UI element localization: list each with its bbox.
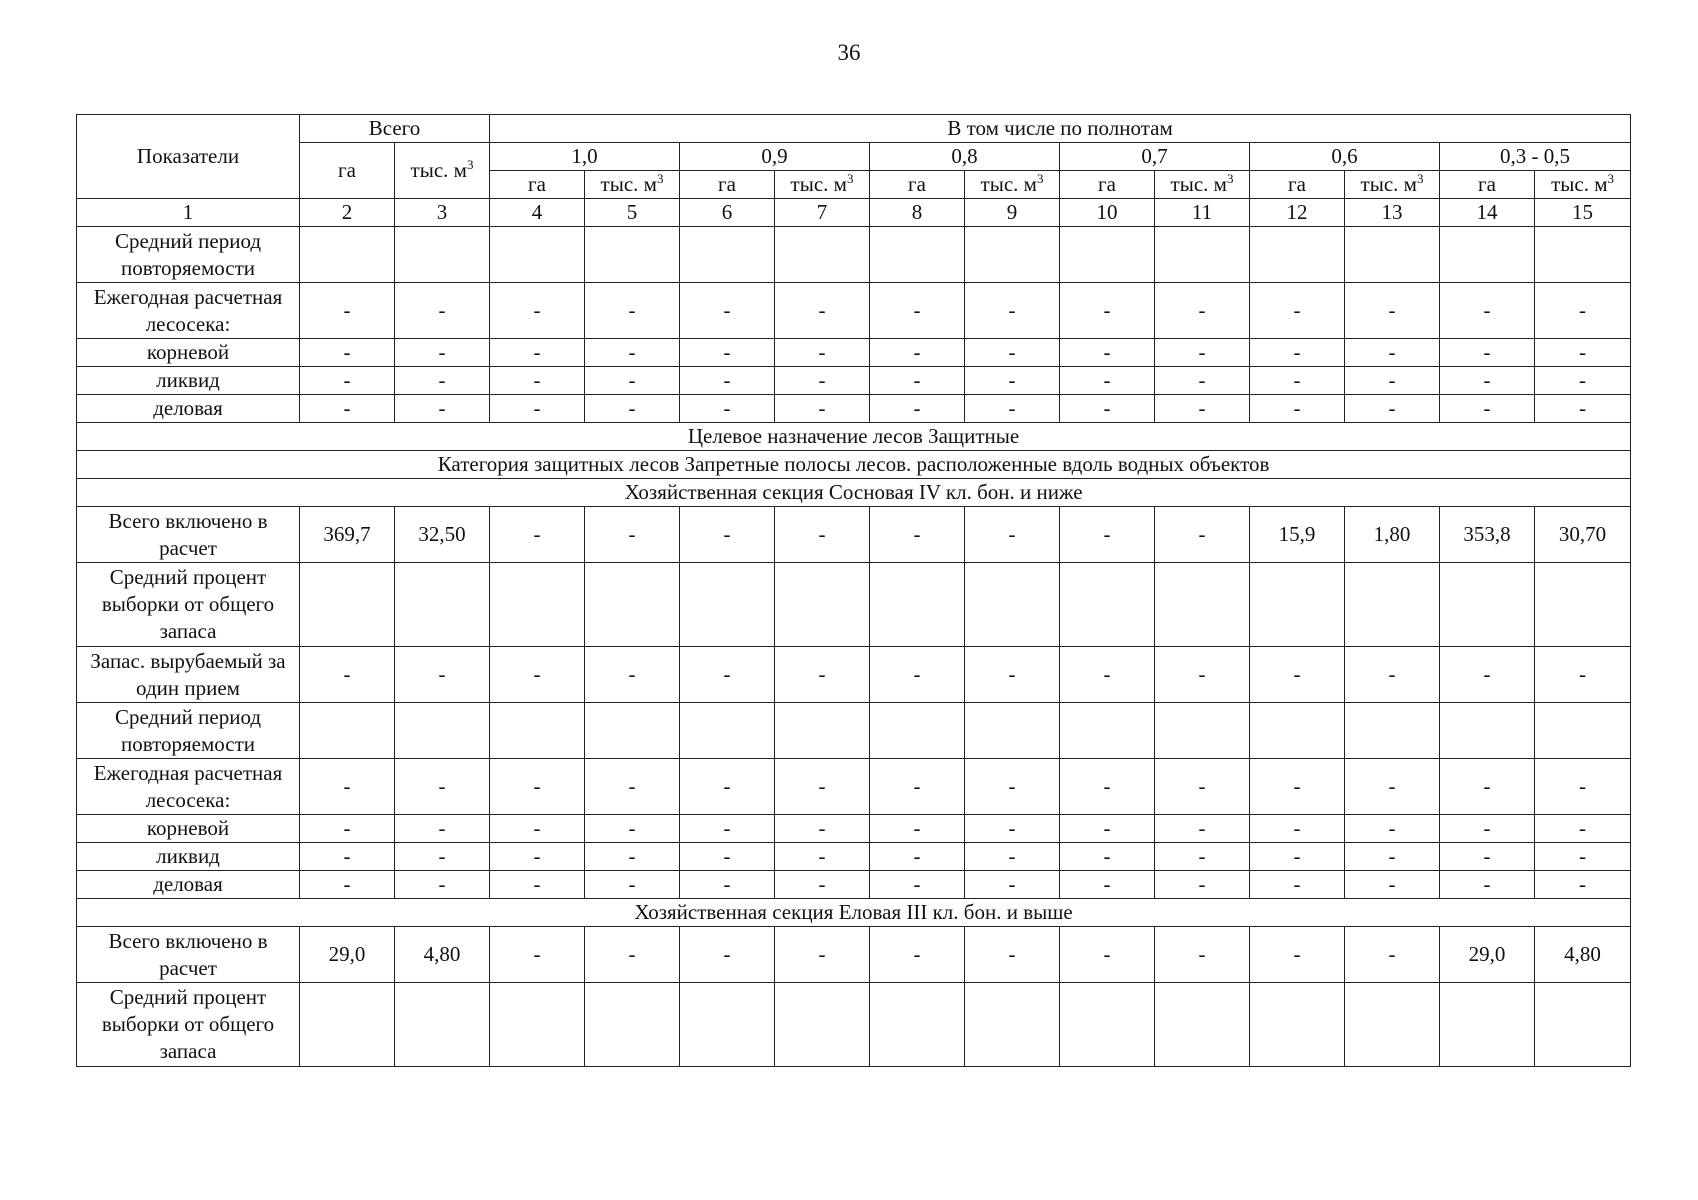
table-cell: - bbox=[1060, 507, 1155, 563]
table-cell: - bbox=[1155, 759, 1250, 815]
column-number: 9 bbox=[965, 199, 1060, 227]
density-header: 0,3 - 0,5 bbox=[1440, 143, 1631, 171]
table-row bbox=[77, 283, 1631, 339]
table-cell: - bbox=[1155, 871, 1250, 899]
section-title: Хозяйственная секция Еловая III кл. бон. и выше bbox=[77, 899, 1631, 927]
table-cell bbox=[965, 227, 1060, 283]
table-cell bbox=[1250, 227, 1345, 283]
table-cell bbox=[870, 563, 965, 647]
table-cell bbox=[585, 703, 680, 759]
table-row bbox=[77, 367, 1631, 395]
unit-volume-header: тыс. $м^3$ bbox=[775, 171, 870, 199]
table-cell: - bbox=[300, 815, 395, 843]
table-cell bbox=[1345, 983, 1440, 1067]
total-volume-header: тыс. $м^3$ bbox=[395, 143, 490, 199]
table-cell: - bbox=[1250, 395, 1345, 423]
table-cell: - bbox=[1440, 871, 1535, 899]
table-cell: - bbox=[1060, 283, 1155, 339]
table-cell: - bbox=[775, 759, 870, 815]
table-cell bbox=[1440, 563, 1535, 647]
table-row bbox=[77, 843, 1631, 871]
table-cell: - bbox=[870, 395, 965, 423]
table-cell: 1,80 bbox=[1345, 507, 1440, 563]
table-cell: - bbox=[1250, 367, 1345, 395]
table-cell: 4,80 bbox=[1535, 927, 1631, 983]
table-cell: - bbox=[395, 759, 490, 815]
table-cell: - bbox=[1440, 647, 1535, 703]
table-cell: - bbox=[1345, 395, 1440, 423]
table-cell: - bbox=[1250, 815, 1345, 843]
table-cell: - bbox=[775, 395, 870, 423]
table-cell bbox=[300, 227, 395, 283]
row-label: ликвид bbox=[77, 367, 300, 395]
row-label: Средний период повторяемости bbox=[77, 703, 300, 759]
table-cell: - bbox=[490, 927, 585, 983]
table-cell: - bbox=[965, 871, 1060, 899]
density-header: 0,7 bbox=[1060, 143, 1250, 171]
table-cell: - bbox=[965, 283, 1060, 339]
row-label: Средний период повторяемости bbox=[77, 227, 300, 283]
table-cell bbox=[490, 703, 585, 759]
table-cell: - bbox=[680, 395, 775, 423]
table-cell: - bbox=[870, 507, 965, 563]
table-cell: - bbox=[1345, 843, 1440, 871]
column-number: 4 bbox=[490, 199, 585, 227]
table-cell bbox=[965, 703, 1060, 759]
table-cell: - bbox=[490, 339, 585, 367]
total-ha-header: га bbox=[300, 143, 395, 199]
table-cell: - bbox=[775, 815, 870, 843]
unit-volume-header: тыс. $м^3$ bbox=[1535, 171, 1631, 199]
table-cell: - bbox=[490, 367, 585, 395]
table-cell bbox=[300, 983, 395, 1067]
column-number: 14 bbox=[1440, 199, 1535, 227]
table-cell: - bbox=[965, 815, 1060, 843]
table-cell: - bbox=[870, 339, 965, 367]
table-cell: - bbox=[490, 759, 585, 815]
table-cell bbox=[1535, 227, 1631, 283]
table-cell: - bbox=[680, 843, 775, 871]
table-cell bbox=[1345, 227, 1440, 283]
table-cell bbox=[1250, 983, 1345, 1067]
table-cell: - bbox=[1155, 843, 1250, 871]
table-cell: - bbox=[1535, 759, 1631, 815]
table-cell bbox=[1155, 563, 1250, 647]
table-cell bbox=[775, 227, 870, 283]
table-cell: - bbox=[870, 927, 965, 983]
table-cell: - bbox=[1060, 815, 1155, 843]
table-cell: - bbox=[1060, 927, 1155, 983]
table-cell bbox=[1250, 703, 1345, 759]
table-cell: - bbox=[965, 647, 1060, 703]
table-cell: - bbox=[1250, 647, 1345, 703]
unit-volume-header: тыс. $м^3$ bbox=[965, 171, 1060, 199]
table-cell: - bbox=[680, 367, 775, 395]
table-cell bbox=[1060, 227, 1155, 283]
table-cell: - bbox=[490, 283, 585, 339]
table-cell: - bbox=[1345, 759, 1440, 815]
column-number: 2 bbox=[300, 199, 395, 227]
table-cell bbox=[1155, 227, 1250, 283]
table-cell: - bbox=[1155, 395, 1250, 423]
table-cell: - bbox=[395, 647, 490, 703]
table-cell bbox=[1155, 983, 1250, 1067]
table-cell: 29,0 bbox=[1440, 927, 1535, 983]
table-cell: - bbox=[585, 927, 680, 983]
table-cell: - bbox=[585, 283, 680, 339]
table-cell bbox=[490, 227, 585, 283]
column-number: 15 bbox=[1535, 199, 1631, 227]
table-cell: - bbox=[1535, 367, 1631, 395]
table-cell: - bbox=[1345, 815, 1440, 843]
table-cell: 30,70 bbox=[1535, 507, 1631, 563]
table-cell: - bbox=[1440, 815, 1535, 843]
unit-ha-header: га bbox=[870, 171, 965, 199]
table-cell bbox=[870, 703, 965, 759]
table-cell bbox=[1345, 703, 1440, 759]
table-cell: - bbox=[1060, 395, 1155, 423]
density-header: 0,9 bbox=[680, 143, 870, 171]
table-cell bbox=[1060, 563, 1155, 647]
unit-volume-header: тыс. $м^3$ bbox=[1155, 171, 1250, 199]
table-cell bbox=[775, 703, 870, 759]
table-cell: - bbox=[585, 843, 680, 871]
section-row bbox=[77, 423, 1631, 451]
table-cell: - bbox=[775, 367, 870, 395]
table-cell: - bbox=[395, 339, 490, 367]
table-cell: 353,8 bbox=[1440, 507, 1535, 563]
unit-volume-header: тыс. $м^3$ bbox=[585, 171, 680, 199]
row-label: Средний процент выборки от общего запаса bbox=[77, 563, 300, 647]
table-cell: - bbox=[1155, 927, 1250, 983]
unit-ha-header: га bbox=[1250, 171, 1345, 199]
table-cell: - bbox=[1155, 815, 1250, 843]
table-cell: - bbox=[1250, 843, 1345, 871]
table-cell bbox=[775, 563, 870, 647]
table-cell: - bbox=[300, 843, 395, 871]
table-cell: - bbox=[1155, 507, 1250, 563]
column-number: 8 bbox=[870, 199, 965, 227]
section-row bbox=[77, 451, 1631, 479]
table-cell: - bbox=[775, 843, 870, 871]
table-cell: 369,7 bbox=[300, 507, 395, 563]
column-number: 3 bbox=[395, 199, 490, 227]
table-cell bbox=[1060, 703, 1155, 759]
section-row bbox=[77, 899, 1631, 927]
table-row bbox=[77, 507, 1631, 563]
section-title: Категория защитных лесов Запретные полосы лесов. расположенные вдоль водных объектов bbox=[77, 451, 1631, 479]
table-cell: - bbox=[395, 843, 490, 871]
row-label: деловая bbox=[77, 395, 300, 423]
row-label: Средний процент выборки от общего запаса bbox=[77, 983, 300, 1067]
table-cell: - bbox=[680, 507, 775, 563]
table-cell: - bbox=[585, 507, 680, 563]
table-row bbox=[77, 871, 1631, 899]
table-cell: - bbox=[1155, 367, 1250, 395]
table-cell: - bbox=[965, 927, 1060, 983]
table-cell bbox=[870, 227, 965, 283]
table-cell: - bbox=[300, 759, 395, 815]
table-cell: - bbox=[775, 507, 870, 563]
table-row bbox=[77, 339, 1631, 367]
total-header: Всего bbox=[300, 115, 490, 143]
table-cell: - bbox=[1060, 367, 1155, 395]
table-cell: - bbox=[775, 339, 870, 367]
row-label: Всего включено в расчет bbox=[77, 507, 300, 563]
table-cell bbox=[1060, 983, 1155, 1067]
table-cell: - bbox=[775, 927, 870, 983]
table-cell: - bbox=[1535, 395, 1631, 423]
table-cell bbox=[1345, 563, 1440, 647]
table-cell: - bbox=[490, 507, 585, 563]
table-cell: - bbox=[1250, 283, 1345, 339]
indicator-header: Показатели bbox=[77, 115, 300, 199]
table-cell: - bbox=[1250, 339, 1345, 367]
table-cell: - bbox=[870, 283, 965, 339]
table-cell: - bbox=[1155, 339, 1250, 367]
table-cell: - bbox=[1535, 843, 1631, 871]
table-cell: - bbox=[300, 367, 395, 395]
unit-ha-header: га bbox=[1060, 171, 1155, 199]
column-number: 13 bbox=[1345, 199, 1440, 227]
table-cell bbox=[775, 983, 870, 1067]
table-cell: 4,80 bbox=[395, 927, 490, 983]
unit-ha-header: га bbox=[680, 171, 775, 199]
table-cell: - bbox=[300, 283, 395, 339]
table-cell: - bbox=[585, 395, 680, 423]
table-cell: - bbox=[1535, 871, 1631, 899]
table-cell: - bbox=[395, 283, 490, 339]
table-cell: - bbox=[585, 367, 680, 395]
table-cell: - bbox=[1345, 283, 1440, 339]
table-cell: - bbox=[965, 507, 1060, 563]
table-cell bbox=[1440, 227, 1535, 283]
table-cell: - bbox=[490, 647, 585, 703]
table-cell: - bbox=[680, 871, 775, 899]
page-number: 36 bbox=[837, 40, 861, 65]
table-cell: - bbox=[965, 843, 1060, 871]
table-row bbox=[77, 563, 1631, 647]
table-cell: - bbox=[300, 871, 395, 899]
table-cell bbox=[395, 983, 490, 1067]
section-title: Хозяйственная секция Сосновая IV кл. бон. и ниже bbox=[77, 479, 1631, 507]
table-row bbox=[77, 815, 1631, 843]
table-cell: - bbox=[775, 283, 870, 339]
table-row bbox=[77, 703, 1631, 759]
table-cell: - bbox=[585, 815, 680, 843]
table-cell: - bbox=[1155, 647, 1250, 703]
density-header: 0,8 bbox=[870, 143, 1060, 171]
row-label: Ежегодная расчетная лесосека: bbox=[77, 283, 300, 339]
table-cell bbox=[1535, 983, 1631, 1067]
table-cell: - bbox=[585, 647, 680, 703]
table-cell: - bbox=[965, 395, 1060, 423]
table-cell: - bbox=[870, 843, 965, 871]
table-cell bbox=[1535, 703, 1631, 759]
table-cell: - bbox=[1345, 367, 1440, 395]
table-cell: - bbox=[490, 843, 585, 871]
row-label: ликвид bbox=[77, 843, 300, 871]
row-label: Ежегодная расчетная лесосека: bbox=[77, 759, 300, 815]
table-cell: - bbox=[395, 395, 490, 423]
table-cell bbox=[680, 703, 775, 759]
table-cell: - bbox=[1060, 759, 1155, 815]
table-cell: - bbox=[965, 759, 1060, 815]
density-header: 0,6 bbox=[1250, 143, 1440, 171]
table-cell: - bbox=[1345, 927, 1440, 983]
table-cell bbox=[490, 983, 585, 1067]
row-label: Запас. вырубаемый за один прием bbox=[77, 647, 300, 703]
table-cell: - bbox=[490, 815, 585, 843]
column-number: 6 bbox=[680, 199, 775, 227]
table-cell bbox=[1250, 563, 1345, 647]
table-cell: - bbox=[1535, 815, 1631, 843]
table-cell: - bbox=[1250, 759, 1345, 815]
table-cell bbox=[300, 703, 395, 759]
table-cell: - bbox=[775, 871, 870, 899]
table-cell: - bbox=[870, 759, 965, 815]
table-cell bbox=[1440, 983, 1535, 1067]
row-label: корневой bbox=[77, 339, 300, 367]
table-cell: 15,9 bbox=[1250, 507, 1345, 563]
table-cell bbox=[1440, 703, 1535, 759]
table-cell bbox=[1535, 563, 1631, 647]
table-cell bbox=[680, 983, 775, 1067]
table-cell: - bbox=[1535, 647, 1631, 703]
table-row bbox=[77, 227, 1631, 283]
header-row-1 bbox=[77, 115, 1631, 143]
table-cell bbox=[965, 563, 1060, 647]
table-row bbox=[77, 927, 1631, 983]
table-cell: 29,0 bbox=[300, 927, 395, 983]
table-cell: - bbox=[680, 815, 775, 843]
table-cell: - bbox=[1250, 871, 1345, 899]
unit-ha-header: га bbox=[490, 171, 585, 199]
table-cell: - bbox=[1535, 283, 1631, 339]
table-cell bbox=[395, 563, 490, 647]
table-row bbox=[77, 759, 1631, 815]
forest-indicators-table bbox=[76, 114, 1631, 1067]
row-label: Всего включено в расчет bbox=[77, 927, 300, 983]
table-cell bbox=[300, 563, 395, 647]
table-cell: - bbox=[395, 871, 490, 899]
table-cell: 32,50 bbox=[395, 507, 490, 563]
table-cell: - bbox=[680, 283, 775, 339]
table-cell: - bbox=[395, 815, 490, 843]
table-cell: - bbox=[1345, 647, 1440, 703]
breakdown-header: В том числе по полнотам bbox=[490, 115, 1631, 143]
column-number: 12 bbox=[1250, 199, 1345, 227]
table-cell: - bbox=[395, 367, 490, 395]
table-cell: - bbox=[585, 759, 680, 815]
row-label: корневой bbox=[77, 815, 300, 843]
table-cell: - bbox=[1535, 339, 1631, 367]
table-cell: - bbox=[870, 647, 965, 703]
table-cell: - bbox=[1060, 339, 1155, 367]
table-cell bbox=[395, 703, 490, 759]
table-cell: - bbox=[870, 815, 965, 843]
table-cell: - bbox=[490, 871, 585, 899]
table-cell: - bbox=[585, 871, 680, 899]
unit-ha-header: га bbox=[1440, 171, 1535, 199]
table-cell: - bbox=[300, 647, 395, 703]
header-row-2 bbox=[77, 143, 1631, 171]
table-cell: - bbox=[585, 339, 680, 367]
table-cell: - bbox=[1440, 843, 1535, 871]
unit-volume-header: тыс. $м^3$ bbox=[1345, 171, 1440, 199]
table-cell bbox=[585, 227, 680, 283]
section-title: Целевое назначение лесов Защитные bbox=[77, 423, 1631, 451]
table-row bbox=[77, 647, 1631, 703]
row-label: деловая bbox=[77, 871, 300, 899]
column-number: 1 bbox=[77, 199, 300, 227]
column-number: 11 bbox=[1155, 199, 1250, 227]
table-cell: - bbox=[1345, 339, 1440, 367]
table-cell: - bbox=[680, 339, 775, 367]
table-cell: - bbox=[680, 647, 775, 703]
table-cell: - bbox=[965, 339, 1060, 367]
table-cell bbox=[870, 983, 965, 1067]
table-cell bbox=[680, 227, 775, 283]
table-cell: - bbox=[870, 871, 965, 899]
table-cell: - bbox=[1440, 395, 1535, 423]
table-cell bbox=[585, 983, 680, 1067]
table-cell: - bbox=[680, 927, 775, 983]
table-cell: - bbox=[1440, 759, 1535, 815]
table-cell bbox=[585, 563, 680, 647]
table-row bbox=[77, 395, 1631, 423]
table-cell: - bbox=[775, 647, 870, 703]
table-cell bbox=[680, 563, 775, 647]
column-number: 7 bbox=[775, 199, 870, 227]
table-cell: - bbox=[870, 367, 965, 395]
table-cell: - bbox=[300, 339, 395, 367]
table-cell: - bbox=[1345, 871, 1440, 899]
table-row bbox=[77, 983, 1631, 1067]
table-cell: - bbox=[490, 395, 585, 423]
column-number-row bbox=[77, 199, 1631, 227]
density-header: 1,0 bbox=[490, 143, 680, 171]
table-cell: - bbox=[1440, 367, 1535, 395]
table-cell: - bbox=[1440, 283, 1535, 339]
table-cell: - bbox=[1250, 927, 1345, 983]
column-number: 10 bbox=[1060, 199, 1155, 227]
table-cell: - bbox=[300, 395, 395, 423]
table-cell bbox=[965, 983, 1060, 1067]
table-cell: - bbox=[680, 759, 775, 815]
table-cell bbox=[395, 227, 490, 283]
table-cell: - bbox=[1440, 339, 1535, 367]
table-cell bbox=[1155, 703, 1250, 759]
table-cell: - bbox=[1060, 871, 1155, 899]
table-cell bbox=[490, 563, 585, 647]
table-cell: - bbox=[965, 367, 1060, 395]
section-row bbox=[77, 479, 1631, 507]
column-number: 5 bbox=[585, 199, 680, 227]
table-cell: - bbox=[1060, 843, 1155, 871]
table-cell: - bbox=[1155, 283, 1250, 339]
table-cell: - bbox=[1060, 647, 1155, 703]
